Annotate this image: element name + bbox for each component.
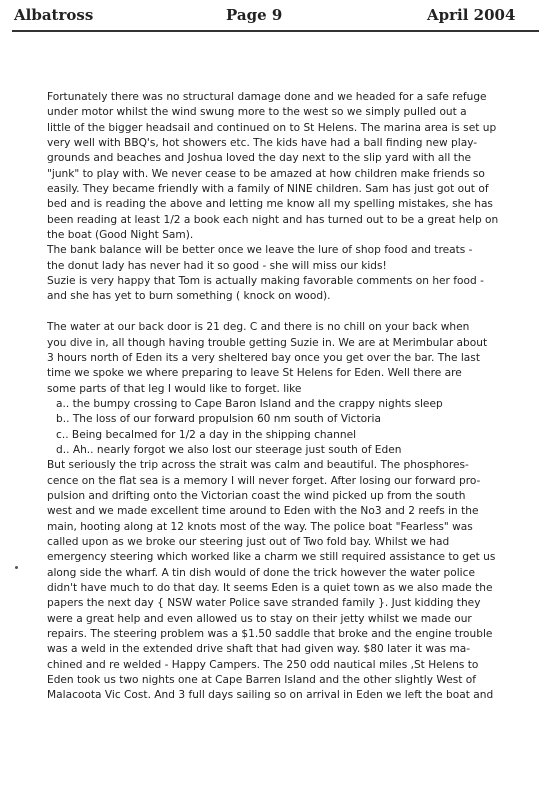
text-line: west and we made excellent time around to Eden with the No3 and 2 reefs in the — [47, 505, 479, 518]
text-line: The bank balance will be better once we leave the lure of shop food and treats - — [47, 244, 473, 257]
text-line: cence on the flat sea is a memory I will never forget. After losing our forward pro- — [47, 474, 481, 487]
text-line: grounds and beaches and Joshua loved the day next to the slip yard with all the — [47, 152, 472, 165]
text-line: very well with BBQ's, hot showers etc. The kids have had a ball finding new play- — [47, 137, 478, 150]
text-line: you dive in, all though having trouble getting Suzie in. We are at Merimbular about — [47, 336, 488, 349]
text-line: easily. They became friendly with a family of NINE children. Sam has just got out of — [47, 183, 489, 196]
text-line: pulsion and drifting onto the Victorian coast the wind picked up from the south — [47, 489, 466, 502]
text-line: called upon as we broke our steering just out of Two fold bay. Whilst we had — [47, 535, 450, 548]
text-line: Fortunately there was no structural damage done and we headed for a safe refuge — [47, 91, 487, 103]
text-line: bed and is reading the above and letting me know all my spelling mistakes, she has — [47, 198, 493, 211]
text-line: emergency steering which worked like a charm we still required assistance to get us — [47, 551, 496, 564]
page-header — [0, 0, 553, 40]
text-line: was a weld in the extended drive shaft that had given way. $80 later it was ma- — [47, 643, 471, 656]
text-line: under motor whilst the wind swung more to the west so we simply pulled out a — [47, 106, 467, 119]
list-item: b.. The loss of our forward propulsion 60 nm south of Victoria — [56, 413, 381, 426]
text-line: Malacoota Vic Cost. And 3 full days sailing so on arrival in Eden we left the boat and — [47, 689, 494, 702]
text-line: "junk" to play with. We never cease to be amazed at how children make friends so — [47, 167, 485, 180]
list-item: d.. Ah.. nearly forgot we also lost our steerage just south of Eden — [56, 443, 402, 456]
text-line: little of the bigger headsail and continued on to St Helens. The marina area is set up — [47, 121, 497, 134]
newsletter-title: Albatross — [14, 6, 94, 24]
paragraph — [47, 90, 542, 305]
issue-list — [47, 397, 542, 458]
text-line: the donut lady has never had it so good - she will miss our kids! — [47, 259, 387, 272]
text-line: repairs. The steering problem was a $1.50 saddle that broke and the engine trouble — [47, 628, 493, 641]
text-line: 3 hours north of Eden its a very sheltered bay once you get over the bar. The last — [47, 351, 480, 364]
text-line: Eden took us two nights one at Cape Barren Island and the other slightly West of — [47, 674, 477, 687]
text-line: But seriously the trip across the strait was calm and beautiful. The phosphores- — [47, 459, 469, 472]
margin-speck — [15, 566, 18, 569]
list-item: a.. the bumpy crossing to Cape Baron Island and the crappy nights sleep — [56, 397, 443, 410]
article-body — [47, 90, 542, 704]
paragraph-gap — [47, 305, 542, 320]
text-line: were a great help and even allowed us to stay on their jetty whilst we made our — [47, 612, 472, 625]
text-line: Suzie is very happy that Tom is actually making favorable comments on her food - — [47, 275, 484, 288]
text-line: the boat (Good Night Sam). — [47, 229, 194, 242]
page-number: Page 9 — [226, 6, 283, 24]
list-item: c.. Being becalmed for 1/2 a day in the shipping channel — [56, 428, 357, 441]
paragraph — [47, 320, 542, 397]
text-line: chined and re welded - Happy Campers. The 250 odd nautical miles ,St Helens to — [47, 658, 479, 671]
text-line: The water at our back door is 21 deg. C and there is no chill on your back when — [47, 321, 470, 334]
text-line: been reading at least 1/2 a book each night and has turned out to be a great help on — [47, 213, 499, 226]
text-line: papers the next day { NSW water Police save stranded family }. Just kidding they — [47, 597, 481, 610]
text-line: main, hooting along at 12 knots most of the way. The police boat "Fearless" was — [47, 520, 473, 533]
text-line: time we spoke we where preparing to leave St Helens for Eden. Well there are — [47, 367, 462, 380]
text-line: and she has yet to burn something ( knock on wood). — [47, 290, 331, 303]
paragraph — [47, 458, 542, 704]
text-line: along side the wharf. A tin dish would of done the trick however the water police — [47, 566, 475, 579]
text-line: some parts of that leg I would like to forget. like — [47, 382, 302, 395]
issue-date: April 2004 — [427, 6, 516, 24]
header-rule — [12, 30, 539, 32]
text-line: didn't have much to do that day. It seems Eden is a quiet town as we also made the — [47, 582, 493, 594]
